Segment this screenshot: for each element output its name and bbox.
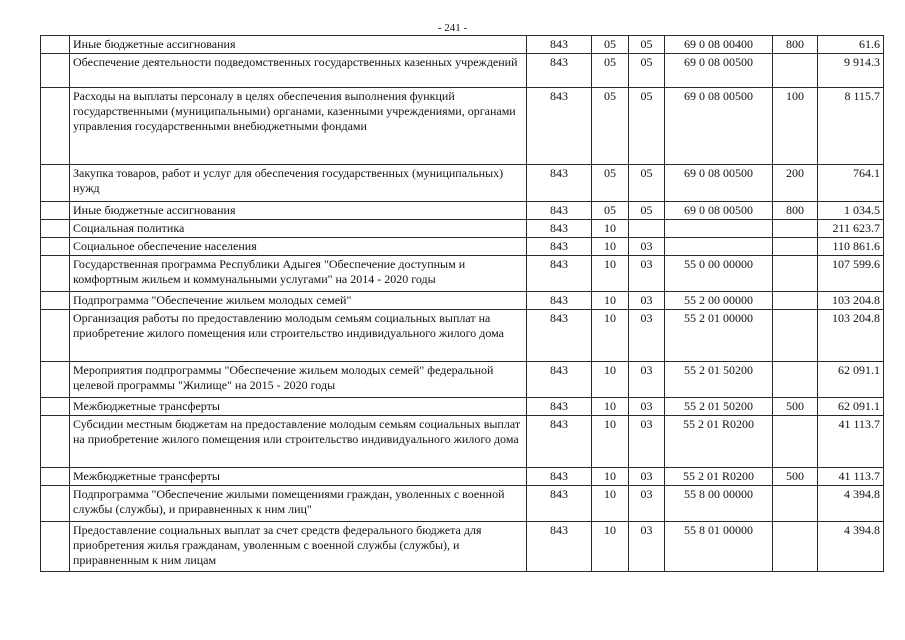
ministry-code: 843: [527, 238, 592, 256]
subsection-code: 03: [629, 522, 665, 572]
section-code: 10: [592, 362, 629, 398]
table-row: [41, 416, 884, 468]
target-article-code: [665, 220, 773, 238]
table-row: [41, 362, 884, 398]
table-row: [41, 468, 884, 486]
subsection-code: 05: [629, 165, 665, 202]
table-row: [41, 238, 884, 256]
item-name: Государственная программа Республики Адыгея "Обеспечение доступным и комфортным жильем и коммунальными услугами" на 2014 - 2020 годы: [70, 256, 527, 292]
item-name: Подпрограмма "Обеспечение жилыми помещениями граждан, уволенных с военной службы (службы), и приравненных к ним лиц": [70, 486, 527, 522]
row-marker-cell: [41, 292, 70, 310]
target-article-code: 55 2 01 50200: [665, 398, 773, 416]
amount: 41 113.7: [818, 468, 884, 486]
section-code: 05: [592, 54, 629, 88]
subsection-code: 03: [629, 238, 665, 256]
target-article-code: 55 8 00 00000: [665, 486, 773, 522]
target-article-code: 55 0 00 00000: [665, 256, 773, 292]
subsection-code: 05: [629, 202, 665, 220]
expense-type-code: [773, 238, 818, 256]
target-article-code: 55 8 01 00000: [665, 522, 773, 572]
target-article-code: [665, 238, 773, 256]
ministry-code: 843: [527, 220, 592, 238]
section-code: 10: [592, 256, 629, 292]
section-code: 05: [592, 88, 629, 165]
expense-type-code: 500: [773, 398, 818, 416]
ministry-code: 843: [527, 310, 592, 362]
expense-type-code: [773, 310, 818, 362]
table-row: [41, 522, 884, 572]
section-code: 05: [592, 202, 629, 220]
target-article-code: 69 0 08 00500: [665, 88, 773, 165]
expense-type-code: 100: [773, 88, 818, 165]
target-article-code: 69 0 08 00500: [665, 165, 773, 202]
amount: 62 091.1: [818, 362, 884, 398]
subsection-code: 05: [629, 88, 665, 165]
expense-type-code: 500: [773, 468, 818, 486]
expense-type-code: [773, 416, 818, 468]
row-marker-cell: [41, 36, 70, 54]
target-article-code: 69 0 08 00400: [665, 36, 773, 54]
ministry-code: 843: [527, 292, 592, 310]
amount: 62 091.1: [818, 398, 884, 416]
table-row: [41, 36, 884, 54]
section-code: 10: [592, 416, 629, 468]
row-marker-cell: [41, 220, 70, 238]
ministry-code: 843: [527, 256, 592, 292]
expense-type-code: [773, 220, 818, 238]
subsection-code: [629, 220, 665, 238]
item-name: Социальное обеспечение населения: [70, 238, 527, 256]
subsection-code: 05: [629, 54, 665, 88]
table-row: [41, 88, 884, 165]
row-marker-cell: [41, 256, 70, 292]
section-code: 10: [592, 398, 629, 416]
item-name: Организация работы по предоставлению молодым семьям социальных выплат на приобретение жилого помещения или строительство индивидуального жилого дома: [70, 310, 527, 362]
table-body: [41, 36, 884, 572]
ministry-code: 843: [527, 522, 592, 572]
expense-type-code: [773, 522, 818, 572]
subsection-code: 03: [629, 362, 665, 398]
section-code: 05: [592, 165, 629, 202]
ministry-code: 843: [527, 54, 592, 88]
item-name: Предоставление социальных выплат за счет средств федерального бюджета для приобретения жилья гражданам, уволенным с военной службы (службы), и приравненным к ним лицам: [70, 522, 527, 572]
amount: 8 115.7: [818, 88, 884, 165]
target-article-code: 55 2 01 00000: [665, 310, 773, 362]
table-row: [41, 292, 884, 310]
ministry-code: 843: [527, 165, 592, 202]
row-marker-cell: [41, 88, 70, 165]
ministry-code: 843: [527, 468, 592, 486]
table-row: [41, 54, 884, 88]
section-code: 10: [592, 220, 629, 238]
expense-type-code: [773, 54, 818, 88]
expense-type-code: 200: [773, 165, 818, 202]
row-marker-cell: [41, 486, 70, 522]
subsection-code: 03: [629, 292, 665, 310]
row-marker-cell: [41, 238, 70, 256]
target-article-code: 55 2 01 50200: [665, 362, 773, 398]
expense-type-code: 800: [773, 202, 818, 220]
item-name: Обеспечение деятельности подведомственных государственных казенных учреждений: [70, 54, 527, 88]
expense-type-code: [773, 292, 818, 310]
amount: 61.6: [818, 36, 884, 54]
target-article-code: 55 2 01 R0200: [665, 416, 773, 468]
section-code: 10: [592, 238, 629, 256]
table-row: [41, 202, 884, 220]
item-name: Закупка товаров, работ и услуг для обеспечения государственных (муниципальных) нужд: [70, 165, 527, 202]
ministry-code: 843: [527, 36, 592, 54]
section-code: 10: [592, 468, 629, 486]
subsection-code: 03: [629, 468, 665, 486]
amount: 41 113.7: [818, 416, 884, 468]
amount: 110 861.6: [818, 238, 884, 256]
section-code: 10: [592, 292, 629, 310]
ministry-code: 843: [527, 88, 592, 165]
target-article-code: 55 2 01 R0200: [665, 468, 773, 486]
table-row: [41, 486, 884, 522]
expense-type-code: 800: [773, 36, 818, 54]
subsection-code: 03: [629, 416, 665, 468]
amount: 103 204.8: [818, 310, 884, 362]
amount: 1 034.5: [818, 202, 884, 220]
item-name: Социальная политика: [70, 220, 527, 238]
table-row: [41, 256, 884, 292]
table-row: [41, 398, 884, 416]
section-code: 10: [592, 486, 629, 522]
amount: 4 394.8: [818, 486, 884, 522]
subsection-code: 05: [629, 36, 665, 54]
target-article-code: 69 0 08 00500: [665, 54, 773, 88]
row-marker-cell: [41, 202, 70, 220]
subsection-code: 03: [629, 398, 665, 416]
amount: 9 914.3: [818, 54, 884, 88]
item-name: Межбюджетные трансферты: [70, 398, 527, 416]
ministry-code: 843: [527, 398, 592, 416]
amount: 107 599.6: [818, 256, 884, 292]
item-name: Расходы на выплаты персоналу в целях обеспечения выполнения функций государственными (муниципальными) органами, казенными учреждениями, органами управления государственными внебюджетными фондами: [70, 88, 527, 165]
item-name: Межбюджетные трансферты: [70, 468, 527, 486]
item-name: Подпрограмма "Обеспечение жильем молодых семей": [70, 292, 527, 310]
item-name: Иные бюджетные ассигнования: [70, 36, 527, 54]
subsection-code: 03: [629, 256, 665, 292]
row-marker-cell: [41, 310, 70, 362]
table-row: [41, 310, 884, 362]
amount: 103 204.8: [818, 292, 884, 310]
ministry-code: 843: [527, 416, 592, 468]
budget-table: [40, 35, 884, 572]
ministry-code: 843: [527, 486, 592, 522]
subsection-code: 03: [629, 310, 665, 362]
row-marker-cell: [41, 468, 70, 486]
amount: 4 394.8: [818, 522, 884, 572]
row-marker-cell: [41, 362, 70, 398]
item-name: Мероприятия подпрограммы "Обеспечение жильем молодых семей" федеральной целевой программы "Жилище" на 2015 - 2020 годы: [70, 362, 527, 398]
row-marker-cell: [41, 54, 70, 88]
row-marker-cell: [41, 165, 70, 202]
section-code: 05: [592, 36, 629, 54]
section-code: 10: [592, 310, 629, 362]
table-row: [41, 220, 884, 238]
ministry-code: 843: [527, 362, 592, 398]
subsection-code: 03: [629, 486, 665, 522]
row-marker-cell: [41, 522, 70, 572]
amount: 764.1: [818, 165, 884, 202]
row-marker-cell: [41, 398, 70, 416]
section-code: 10: [592, 522, 629, 572]
item-name: Субсидии местным бюджетам на предоставление молодым семьям социальных выплат на приобретение жилого помещения или строительство индивидуального жилого дома: [70, 416, 527, 468]
ministry-code: 843: [527, 202, 592, 220]
item-name: Иные бюджетные ассигнования: [70, 202, 527, 220]
table-row: [41, 165, 884, 202]
target-article-code: 69 0 08 00500: [665, 202, 773, 220]
expense-type-code: [773, 486, 818, 522]
expense-type-code: [773, 256, 818, 292]
target-article-code: 55 2 00 00000: [665, 292, 773, 310]
amount: 211 623.7: [818, 220, 884, 238]
page-number: - 241 -: [437, 22, 468, 34]
row-marker-cell: [41, 416, 70, 468]
expense-type-code: [773, 362, 818, 398]
